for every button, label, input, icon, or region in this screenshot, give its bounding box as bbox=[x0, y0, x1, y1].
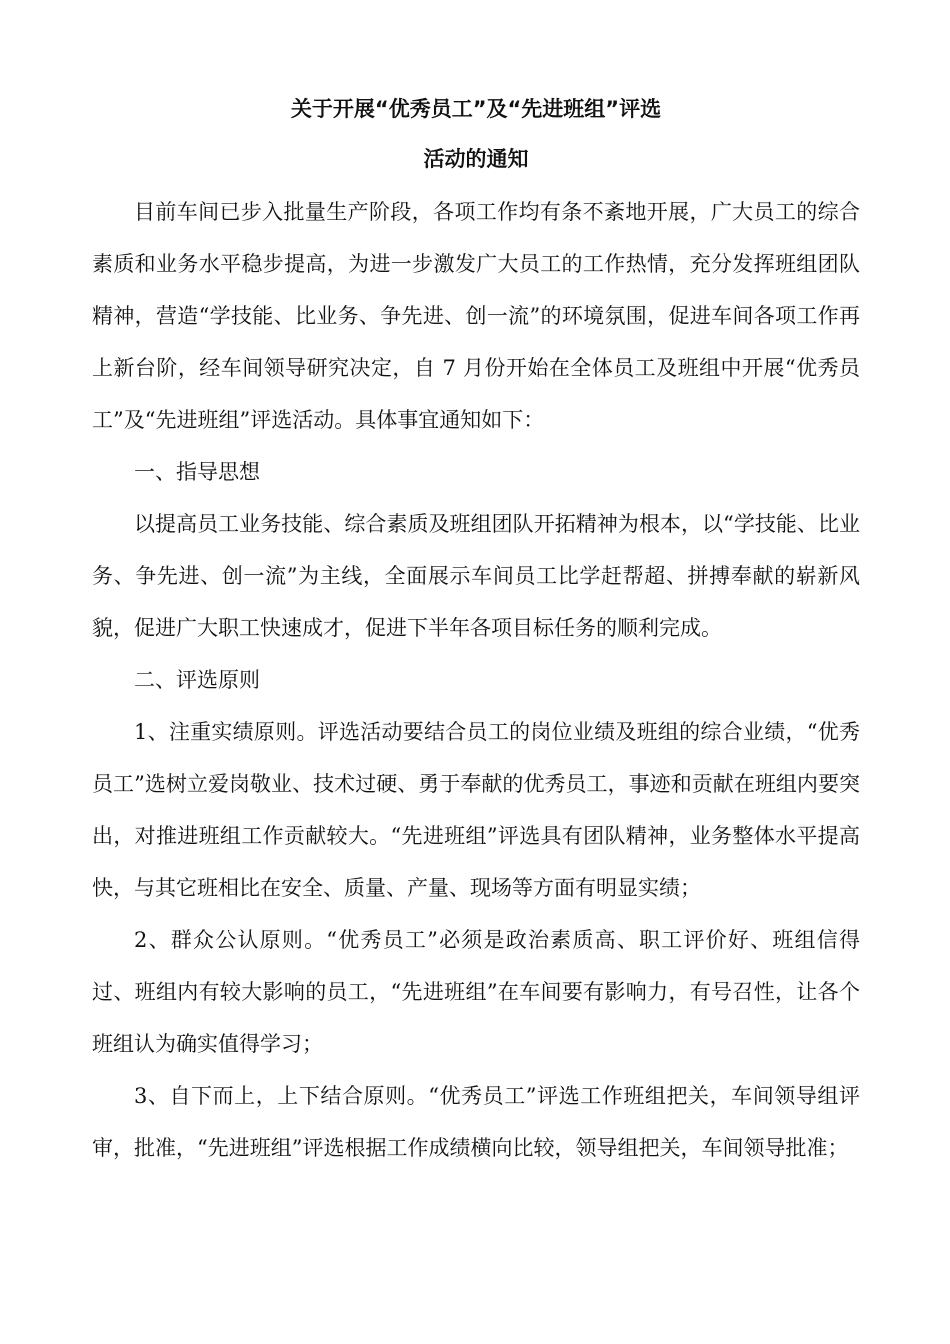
principle-2-paragraph: 2、群众公认原则。“优秀员工”必须是政治素质高、职工评价好、班组信得过、班组内有较大影响的员工，“先进班组”在车间要有影响力，有号召性，让各个班组认为确实值得学习； bbox=[92, 928, 860, 1056]
intro-paragraph: 目前车间已步入批量生产阶段，各项工作均有条不紊地开展，广大员工的综合素质和业务水平稳步提高，为进一步激发广大员工的工作热情，充分发挥班组团队精神，营造“学技能、比业务、争先进、创一流”的环境氛围，促进车间各项工作再上新台阶，经车间领导研究决定，自 7 月份开始在全体员工及班组中开展“优秀员工”及“先进班组”评选活动。具体事宜通知如下： bbox=[92, 200, 860, 432]
section-heading-selection-principles: 二、评选原则 bbox=[134, 668, 260, 692]
document-page bbox=[92, 90, 860, 1174]
document-title-line2: 活动的通知 bbox=[423, 147, 529, 171]
principle-3-paragraph: 3、自下而上，上下结合原则。“优秀员工”评选工作班组把关，车间领导组评审，批准，“先进班组”评选根据工作成绩横向比较，领导组把关，车间领导批准； bbox=[92, 1084, 860, 1160]
document-title-line1: 关于开展“优秀员工”及“先进班组”评选 bbox=[290, 97, 662, 121]
guiding-ideology-paragraph: 以提高员工业务技能、综合素质及班组团队开拓精神为根本，以“学技能、比业务、争先进、创一流”为主线，全面展示车间员工比学赶帮超、拼搏奉献的崭新风貌，促进广大职工快速成才，促进下半年各项目标任务的顺利完成。 bbox=[92, 512, 860, 640]
section-heading-guiding-ideology: 一、指导思想 bbox=[134, 460, 260, 484]
document-body bbox=[92, 186, 860, 1174]
principle-1-paragraph: 1、注重实绩原则。评选活动要结合员工的岗位业绩及班组的综合业绩，“优秀员工”选树立爱岗敬业、技术过硬、勇于奉献的优秀员工，事迹和贡献在班组内要突出，对推进班组工作贡献较大。“先进班组”评选具有团队精神，业务整体水平提高快，与其它班相比在安全、质量、产量、现场等方面有明显实绩； bbox=[92, 720, 860, 900]
